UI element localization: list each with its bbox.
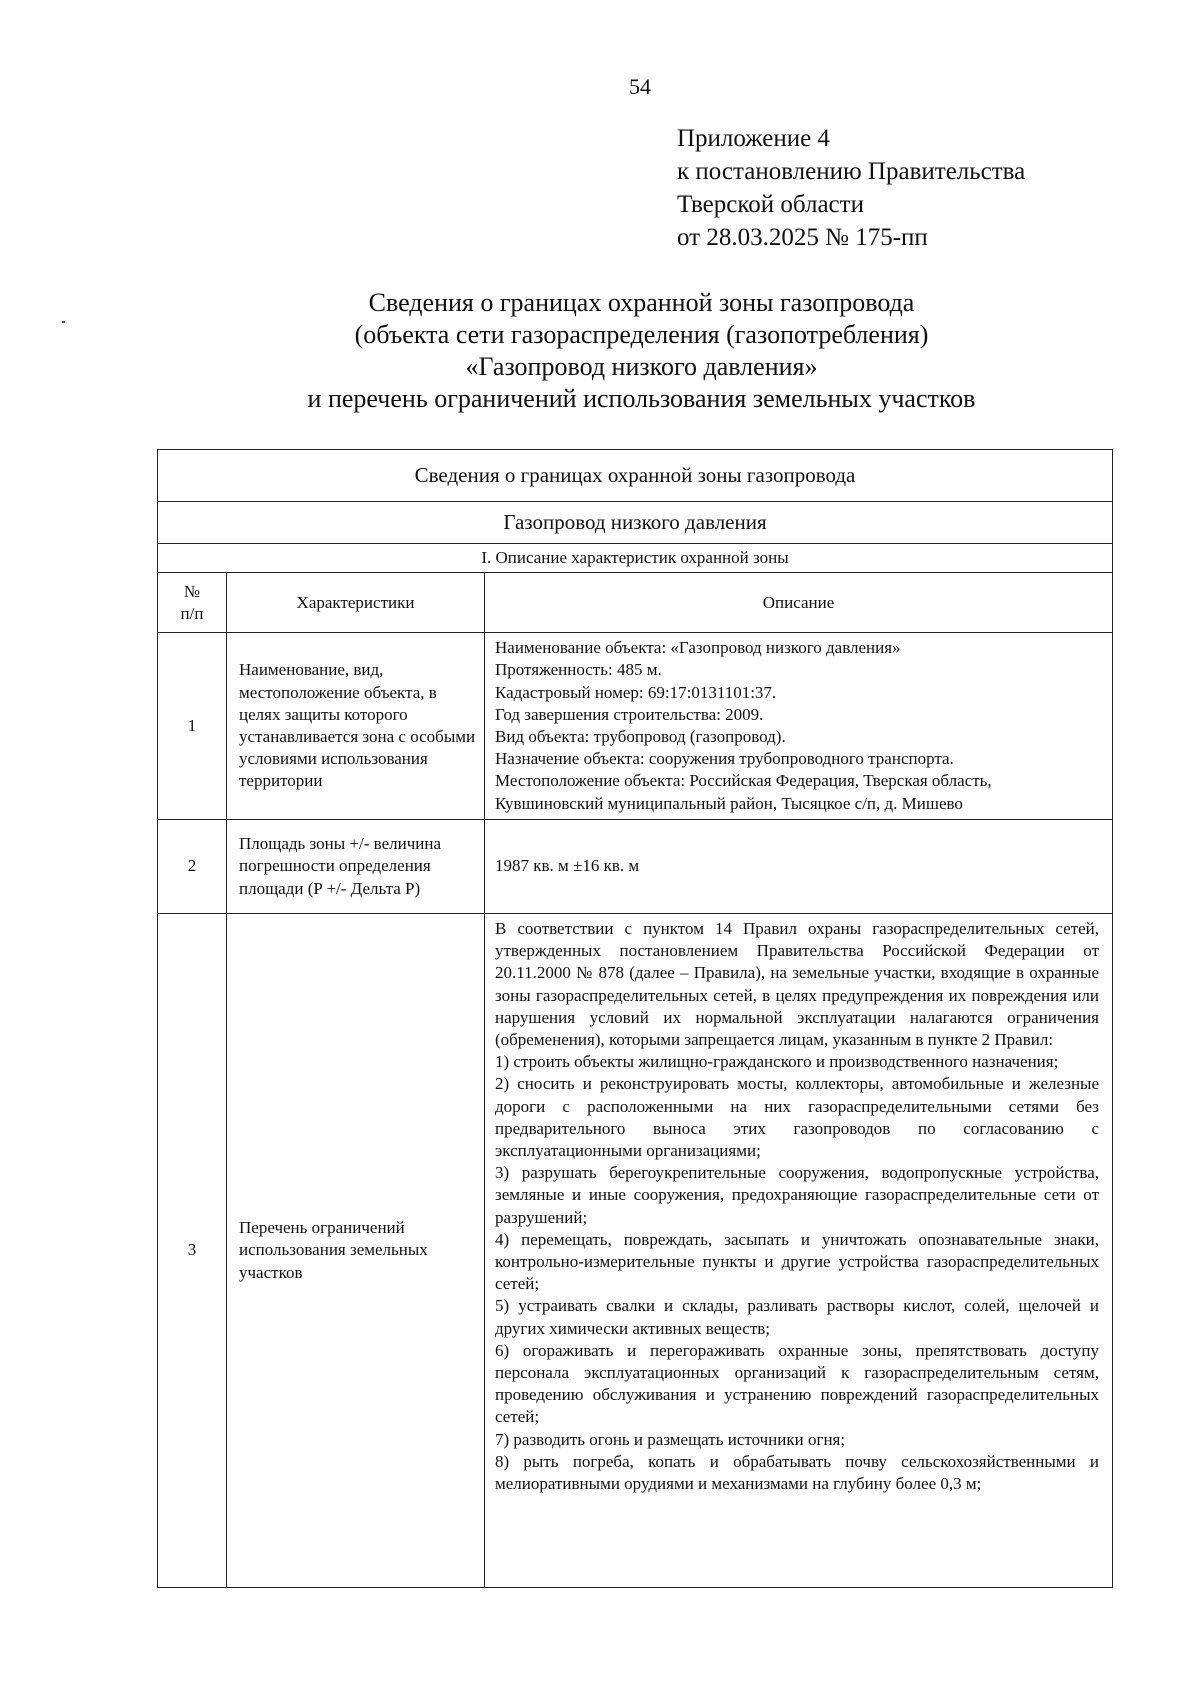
column-header-description: Описание — [485, 573, 1113, 633]
description-line: Год завершения строительства: 2009. — [495, 704, 764, 724]
table-row — [158, 820, 1113, 914]
title-line: Сведения о границах охранной зоны газопровода — [368, 288, 915, 317]
title-line: «Газопровод низкого давления» — [465, 352, 818, 381]
description-line: Кадастровый номер: 69:17:0131101:37. — [495, 682, 777, 702]
page-number: 54 — [629, 74, 651, 99]
row-number: 1 — [158, 633, 227, 820]
appendix-line: Приложение 4 — [677, 125, 830, 152]
column-header-characteristic: Характеристики — [227, 573, 485, 633]
row-number: 3 — [158, 914, 227, 1588]
restriction-item: 8) рыть погреба, копать и обрабатывать почву сельскохозяйственными и мелиоративными орудиями и механизмами на глубину более 0,3 м; — [495, 1451, 1100, 1494]
row-characteristic: Площадь зоны +/- величина погрешности определения площади (P +/- Дельта P) — [227, 820, 485, 914]
zone-table — [157, 449, 1113, 1588]
row-number: 2 — [158, 820, 227, 914]
restriction-item: 7) разводить огонь и размещать источники огня; — [495, 1429, 846, 1449]
description-line: Протяженность: 485 м. — [495, 660, 662, 680]
column-header-num: № п/п — [158, 573, 227, 633]
restriction-item: 4) перемещать, повреждать, засыпать и уничтожать опознавательные знаки, контрольно-измерительные пункты и другие устройства газораспределительных сетей; — [495, 1229, 1100, 1294]
document-title — [0, 287, 1200, 415]
appendix-line: к постановлению Правительства — [677, 158, 1026, 185]
table-header-main: Сведения о границах охранной зоны газопровода — [158, 450, 1113, 502]
description-line: Вид объекта: трубопровод (газопровод). — [495, 727, 786, 746]
row-characteristic: Перечень ограничений использования земельных участков — [227, 914, 485, 1588]
table-header-sub: Газопровод низкого давления — [158, 502, 1113, 544]
restriction-item: 3) разрушать берегоукрепительные сооружения, водопропускные устройства, земляные и иные сооружения, предохраняющие газораспределительные сети от разрушений; — [495, 1163, 1100, 1227]
table-row — [158, 914, 1113, 1588]
row-description — [485, 914, 1113, 1588]
restriction-item: 5) устраивать свалки и склады, разливать растворы кислот, солей, щелочей и других химически активных веществ; — [495, 1296, 1100, 1338]
row-description — [485, 633, 1113, 820]
table-row — [158, 633, 1113, 820]
description-line: Назначение объекта: сооружения трубопроводного транспорта. — [495, 749, 954, 769]
title-line: (объекта сети газораспределения (газопотребления) — [354, 320, 929, 349]
restriction-paragraph: В соответствии с пунктом 14 Правил охраны газораспределительных сетей, утвержденных постановлением Правительства Российской Федерации от 20.11.2000 № 878 (далее – Правила), на земельные участки, входящие в охранные зоны газораспределительных сетей, в целях предупреждения их повреждения или нарушения условий их нормальной эксплуатации налагаются ограничения (обременения), которыми запрещается лицам, указанным в пункте 2 Правил: — [495, 919, 1100, 1050]
appendix-line: Тверской области — [677, 191, 864, 218]
description-line: Кувшиновский муниципальный район, Тысяцкое с/п, д. Мишево — [495, 793, 963, 813]
section-title: I. Описание характеристик охранной зоны — [158, 544, 1113, 573]
appendix-line: от 28.03.2025 № 175-пп — [677, 224, 928, 251]
title-line: и перечень ограничений использования земельных участков — [307, 384, 976, 413]
row-description: 1987 кв. м ±16 кв. м — [485, 820, 1113, 914]
restriction-item: 1) строить объекты жилищно-гражданского и производственного назначения; — [495, 1052, 1059, 1072]
restriction-item: 2) сносить и реконструировать мосты, коллекторы, автомобильные и железные дороги с расположенными на них газораспределительными сетями без предварительного выноса этих газопроводов по согласованию с эксплуатационными организациями; — [495, 1074, 1100, 1161]
row-characteristic: Наименование, вид, местоположение объекта, в целях защиты которого устанавливается зона с особыми условиями использования территории — [227, 633, 485, 820]
restriction-item: 6) огораживать и перегораживать охранные зоны, препятствовать доступу персонала эксплуатационных организаций к газораспределительным сетям, проведению обслуживания и устранению повреждений газораспределительных сетей; — [495, 1340, 1100, 1427]
description-line: Наименование объекта: «Газопровод низкого давления» — [495, 638, 901, 658]
appendix-block — [677, 122, 1025, 254]
description-line: Местоположение объекта: Российская Федерация, Тверская область, — [495, 771, 992, 791]
